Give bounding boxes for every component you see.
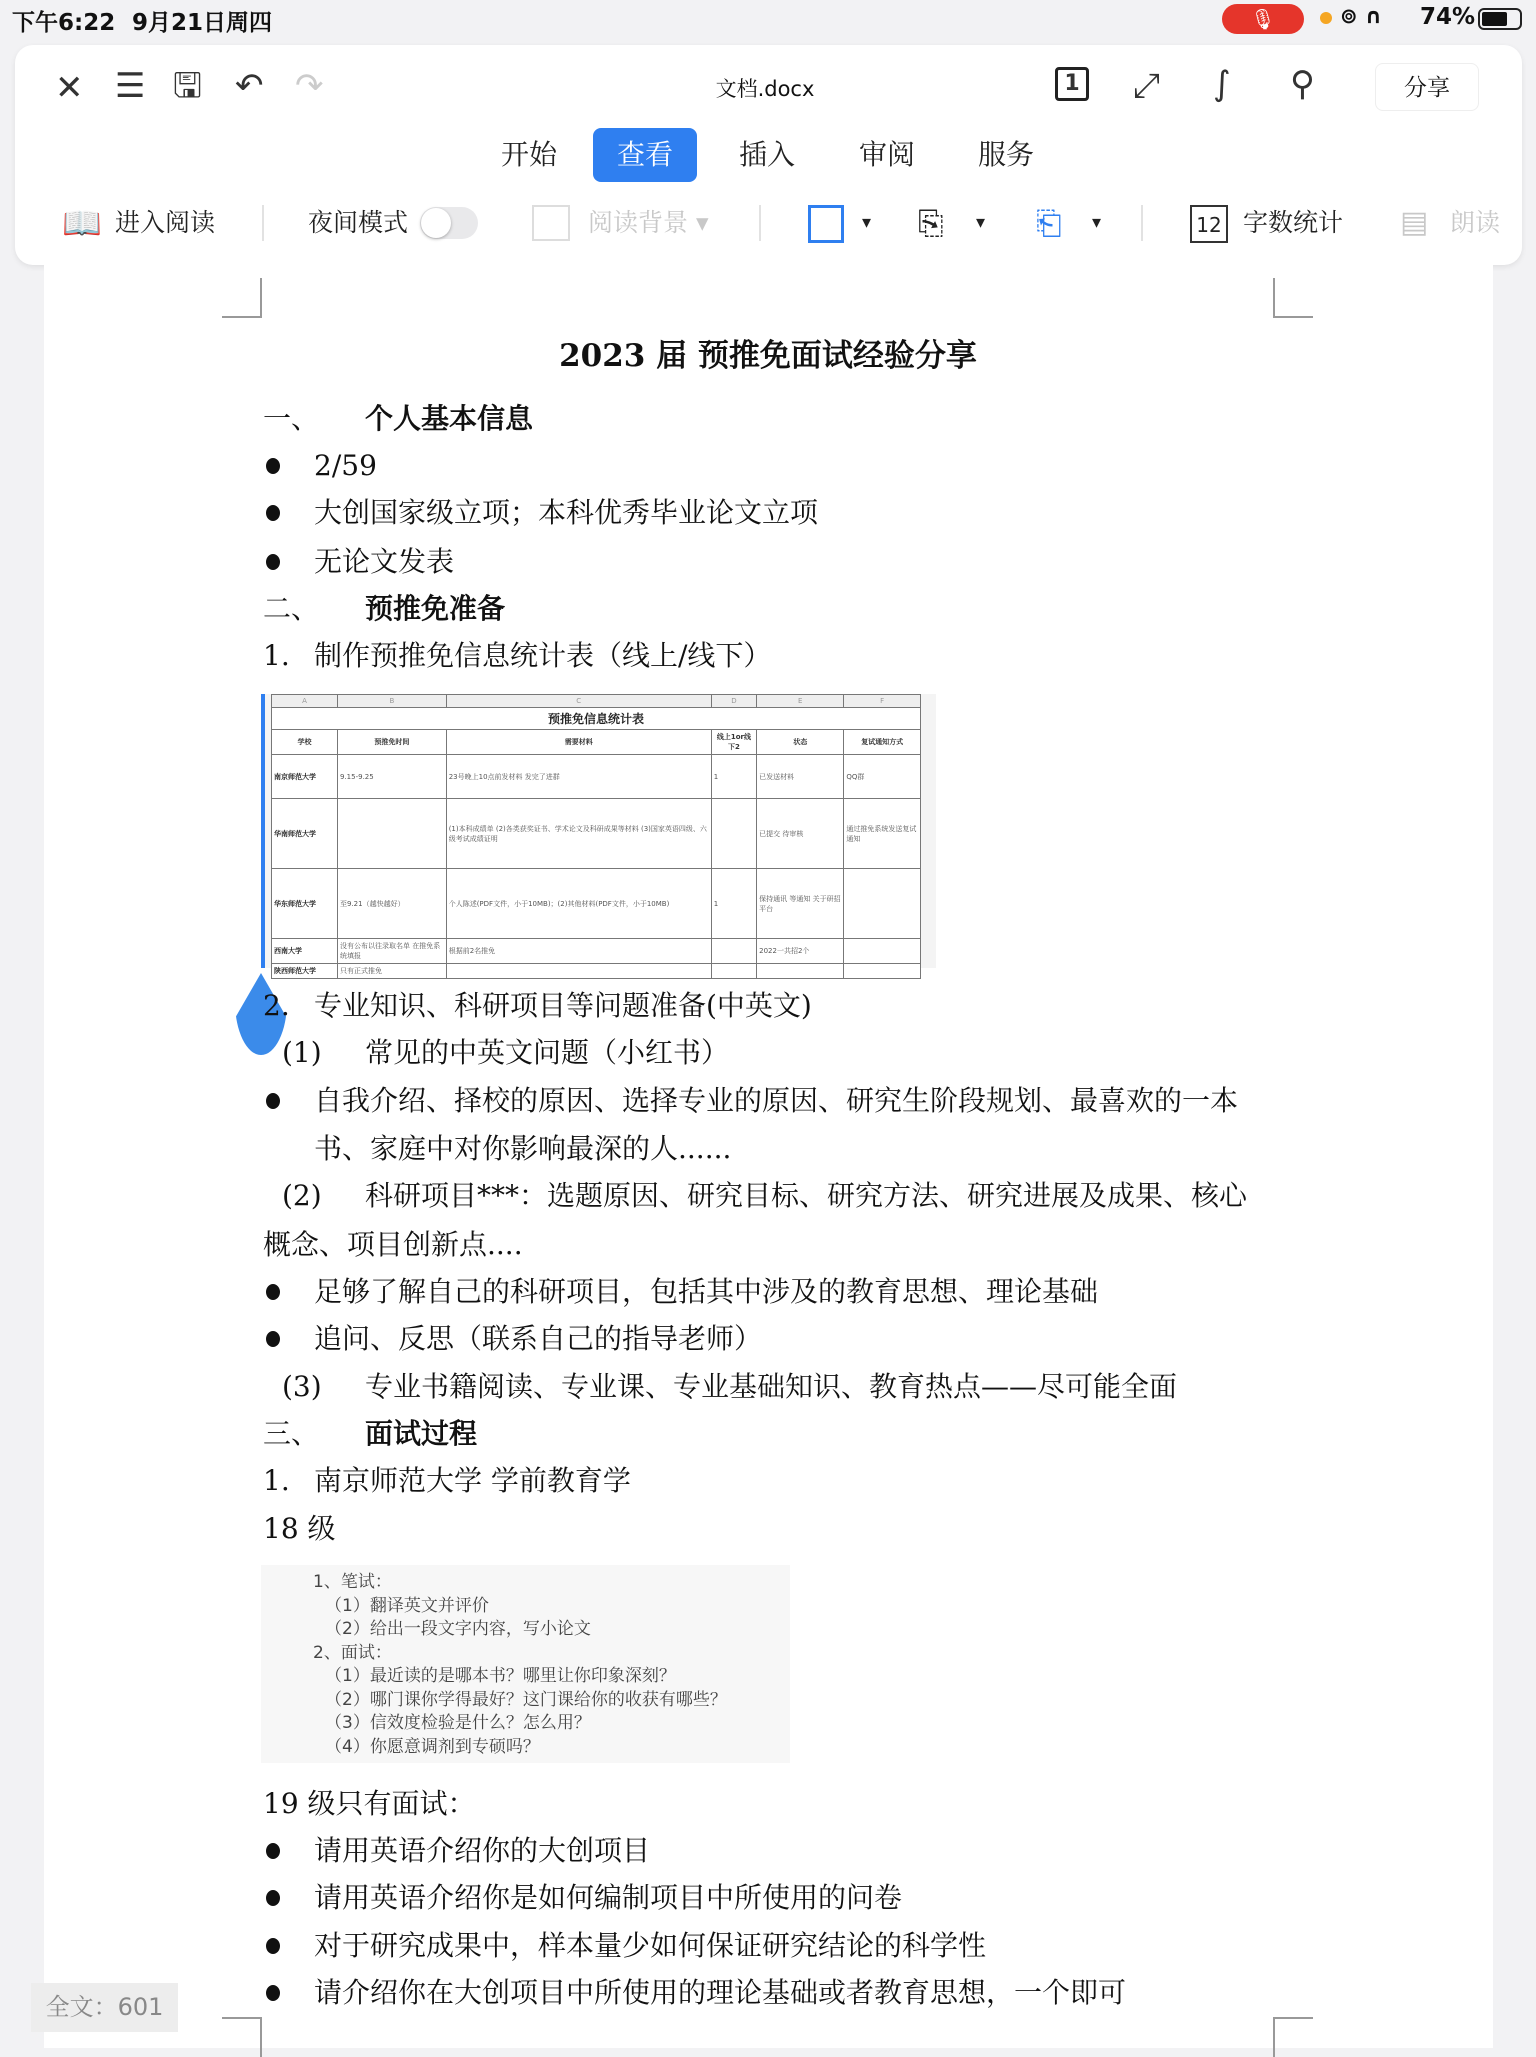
margin-corner [222, 2017, 262, 2057]
sheet-row [272, 755, 921, 799]
bullet-icon [266, 1985, 280, 2001]
paragraph-text: 请用英语介绍你是如何编制项目中所使用的问卷 [314, 1881, 903, 1914]
column-letter: A [272, 695, 338, 708]
exam-line: （2）给出一段文字内容，写小论文 [325, 1619, 591, 1639]
paragraph-text: 2/59 [314, 449, 377, 482]
sheet-cell: 23号晚上10点前发材料 发完了进群 [446, 755, 711, 799]
exam-line: （2）哪门课你学得最好？这门课给你的收获有哪些？ [325, 1689, 727, 1710]
sheet-cell: 陕西师范大学 [272, 964, 338, 979]
search-icon[interactable]: ⚲ [1290, 64, 1315, 104]
sheet-cell [446, 964, 711, 979]
sheet-title: 预推免信息统计表 [272, 708, 921, 730]
sheet-cell: QQ群 [844, 755, 921, 799]
tab-insert[interactable]: 插入 [739, 138, 796, 171]
word-count-button[interactable]: 字数统计 [1243, 208, 1344, 237]
section-heading: 预推免准备 [365, 592, 506, 625]
section-heading: 面试过程 [365, 1417, 478, 1450]
read-background-label: 阅读背景 [588, 208, 689, 237]
exam-questions-image [261, 1565, 790, 1763]
status-date: 9月21日周四 [132, 10, 273, 36]
sheet-row [272, 869, 921, 939]
bullet-icon [266, 554, 280, 570]
battery-icon [1478, 8, 1522, 30]
document-title: 文档.docx [715, 77, 815, 101]
paragraph-text: 足够了解自己的科研项目，包括其中涉及的教育思想、理论基础 [314, 1275, 1099, 1308]
margin-corner [1273, 278, 1313, 318]
paragraph-text: 无论文发表 [314, 545, 455, 578]
exam-line: （3）信效度检验是什么？怎么用？ [325, 1713, 591, 1733]
sheet-cell: 2022一共招2个 [757, 939, 844, 964]
pen-icon[interactable]: ∫ [1213, 64, 1231, 104]
sheet-cell: 没有公布以往录取名单 在推免系统填报 [338, 939, 447, 964]
list-number: 二、 [263, 592, 320, 625]
read-aloud-button[interactable]: 朗读 [1450, 208, 1501, 237]
battery-percent: 74% [1420, 4, 1476, 30]
undo-icon[interactable]: ↶ [235, 66, 264, 106]
paragraph-text: 请介绍你在大创项目中所使用的理论基础或者教育思想，一个即可 [314, 1976, 1127, 2009]
paragraph-text: 制作预推免信息统计表（线上/线下） [314, 639, 772, 672]
column-letter: F [844, 695, 921, 708]
microphone-icon: 🎙 [1222, 4, 1304, 34]
paragraph-text: 概念、项目创新点.... [263, 1228, 523, 1261]
sheet-cell: 华南师范大学 [272, 799, 338, 869]
orange-dot-icon [1320, 12, 1332, 24]
column-letter: D [711, 695, 756, 708]
bullet-icon [266, 505, 280, 521]
paragraph-text: 南京师范大学 学前教育学 [314, 1464, 631, 1497]
read-background-button[interactable]: 阅读背景 ▾ [588, 208, 709, 237]
margin-corner [1273, 2017, 1313, 2057]
page-margin-icon[interactable]: ⎗ [1036, 204, 1062, 242]
tab-start[interactable]: 开始 [501, 138, 558, 171]
divider [262, 205, 264, 241]
page-orientation-icon[interactable]: ⎘ [918, 204, 944, 242]
read-aloud-icon: ▤ [1400, 205, 1429, 240]
sheet-header: 复试通知方式 [844, 730, 921, 755]
menu-icon[interactable]: ☰ [115, 66, 146, 106]
night-mode-toggle[interactable] [420, 207, 478, 239]
enter-reading-button[interactable]: 进入阅读 [115, 208, 216, 237]
sheet-cell [711, 939, 756, 964]
bullet-icon [266, 1331, 280, 1347]
sheet-cell: 9.15-9.25 [338, 755, 447, 799]
tab-services[interactable]: 服务 [978, 138, 1035, 171]
page-view-icon[interactable]: 1 [1055, 67, 1089, 101]
sheet-cell [844, 964, 921, 979]
sheet-row [272, 799, 921, 869]
section-heading: 个人基本信息 [365, 402, 534, 435]
sheet-cell [711, 799, 756, 869]
list-number: (1) [282, 1036, 322, 1069]
read-background-icon [532, 205, 570, 241]
fullscreen-icon[interactable]: ⤢ [1133, 66, 1161, 106]
column-letter: E [757, 695, 844, 708]
sheet-cell [844, 869, 921, 939]
sheet-cell: 保持通讯 等通知 关于研招平台 [757, 869, 844, 939]
sheet-cell: 个人陈述(PDF文件，小于10MB)；(2)其他材料(PDF文件，小于10MB) [446, 869, 711, 939]
chevron-down-icon[interactable]: ▾ [1092, 212, 1102, 233]
sheet-header: 状态 [757, 730, 844, 755]
paragraph-text: 18 级 [263, 1512, 336, 1545]
document-title-heading: 2023 届 预推免面试经验分享 [559, 338, 977, 374]
sheet-cell [757, 964, 844, 979]
paragraph-text: 19 级只有面试： [263, 1787, 476, 1820]
sheet-cell: 只有正式推免 [338, 964, 447, 979]
tab-view[interactable]: 查看 [593, 128, 697, 182]
paragraph-text: 书、家庭中对你影响最深的人...... [314, 1132, 732, 1165]
paragraph-text: 追问、反思（联系自己的指导老师） [314, 1322, 763, 1355]
list-number: 三、 [263, 1417, 320, 1450]
paragraph-text: 自我介绍、择校的原因、选择专业的原因、研究生阶段规划、最喜欢的一本 [314, 1084, 1239, 1117]
list-number: 1. [263, 1464, 290, 1497]
list-number: 一、 [263, 402, 320, 435]
sheet-cell: 已发送材料 [757, 755, 844, 799]
sheet-header: 预推免时间 [338, 730, 447, 755]
exam-line: （1）最近读的是哪本书？哪里让你印象深刻？ [325, 1666, 676, 1686]
paragraph-text: 请用英语介绍你的大创项目 [314, 1834, 651, 1867]
paragraph-text: 专业书籍阅读、专业课、专业基础知识、教育热点——尽可能全面 [365, 1370, 1178, 1403]
bullet-icon [266, 1843, 280, 1859]
sheet-cell: 华东师范大学 [272, 869, 338, 939]
close-icon[interactable]: ✕ [55, 68, 84, 108]
sheet-row [272, 939, 921, 964]
status-time: 下午6:22 [12, 10, 116, 36]
sheet-cell: (1)本科成绩单 (2)各类获奖证书、学术论文及科研成果等材料 (3)国家英语四级、六级考试成绩证明 [446, 799, 711, 869]
book-icon: 📖 [62, 204, 102, 242]
chevron-down-icon[interactable]: ▾ [976, 212, 986, 233]
tab-review[interactable]: 审阅 [859, 138, 916, 171]
sheet-cell [338, 799, 447, 869]
paragraph-text: 专业知识、科研项目等问题准备(中英文) [314, 989, 812, 1022]
bullet-icon [266, 1938, 280, 1954]
sheet-header: 学校 [272, 730, 338, 755]
sheet-cell: 通过推免系统发送复试通知 [844, 799, 921, 869]
exam-line: （1）翻译英文并评价 [325, 1595, 489, 1616]
save-icon[interactable]: 🖫 [173, 66, 202, 106]
bullet-icon [266, 1284, 280, 1300]
bullet-icon [266, 458, 280, 474]
sheet-cell: 1 [711, 869, 756, 939]
sheet-cell: 根据前2名推免 [446, 939, 711, 964]
bullet-icon [266, 1093, 280, 1109]
list-number: (2) [282, 1179, 322, 1212]
bullet-icon [266, 1890, 280, 1906]
exam-line: 2、面试： [313, 1642, 392, 1663]
sheet-cell: 已提交 待审核 [757, 799, 844, 869]
sheet-cell: 南京师范大学 [272, 755, 338, 799]
paragraph-text: 对于研究成果中，样本量少如何保证研究结论的科学性 [314, 1929, 987, 1962]
divider [1141, 205, 1143, 241]
night-mode-label: 夜间模式 [308, 208, 409, 237]
sheet-cell: 西南大学 [272, 939, 338, 964]
sheet-cell: 1 [711, 755, 756, 799]
sheet-cell [844, 939, 921, 964]
sheet-cell [711, 964, 756, 979]
redo-icon[interactable]: ↷ [295, 66, 324, 106]
paragraph-text: 常见的中英文问题（小红书） [365, 1036, 730, 1069]
paragraph-text: 科研项目***：选题原因、研究目标、研究方法、研究进展及成果、核心 [365, 1179, 1248, 1212]
list-number: 2. [263, 989, 290, 1022]
margin-corner [222, 278, 262, 318]
sheet-header: 线上1or线下2 [711, 730, 756, 755]
sheet-row [272, 964, 921, 979]
sheet-header: 需要材料 [446, 730, 711, 755]
word-count-icon: 12 [1190, 205, 1228, 243]
list-number: 1. [263, 639, 290, 672]
sheet-cell: 至9.21（越快越好） [338, 869, 447, 939]
chevron-down-icon[interactable]: ▾ [862, 212, 872, 233]
paragraph-text: 大创国家级立项；本科优秀毕业论文立项 [314, 496, 819, 529]
link-headphones-icon: ⊚ ∩ [1340, 4, 1382, 28]
divider [759, 205, 761, 241]
list-number: (3) [282, 1370, 322, 1403]
page-layout-icon[interactable] [808, 205, 844, 243]
exam-line: （4）你愿意调剂到专硕吗？ [325, 1736, 540, 1757]
column-letter: B [338, 695, 447, 708]
word-count-badge: 全文：601 [31, 1983, 178, 2032]
exam-line: 1、笔试： [313, 1572, 392, 1592]
info-table-image [261, 694, 936, 975]
column-letter: C [446, 695, 711, 708]
share-button[interactable]: 分享 [1375, 63, 1479, 111]
